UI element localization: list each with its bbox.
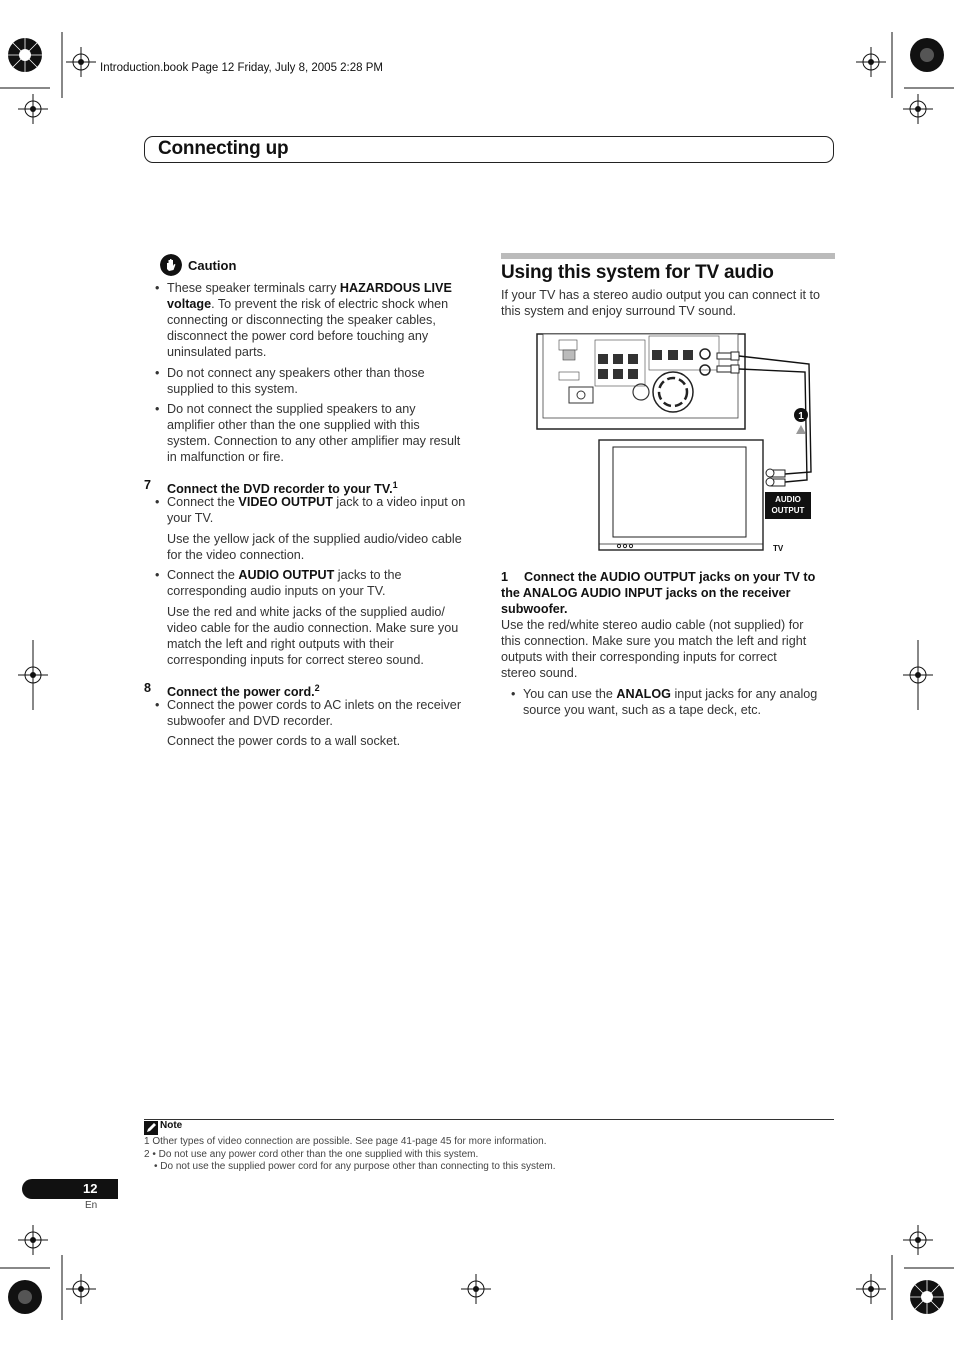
tv-label: TV bbox=[773, 544, 784, 553]
caution-header bbox=[160, 254, 280, 278]
step-7-heading: 7 Connect the DVD recorder to your TV.$^1$ bbox=[144, 478, 398, 497]
section-bar bbox=[501, 253, 835, 259]
step-7-bullet-1: • Connect the VIDEO OUTPUT jack to a video input on your TV. bbox=[155, 495, 466, 525]
step-7-para-1: Use the yellow jack of the supplied audio/video cable for the video connection. bbox=[167, 532, 462, 562]
note-pencil-icon bbox=[144, 1121, 158, 1135]
section-intro: If your TV has a stereo audio output you can connect it to this system and enjoy surround TV sound. bbox=[501, 288, 821, 318]
page-number-tab bbox=[22, 1179, 118, 1199]
footnote-2b: • Do not use the supplied power cord for any purpose other than connecting to this system. bbox=[154, 1161, 556, 1172]
audio-output-text-1: AUDIO bbox=[775, 495, 801, 504]
step-8-bullet-1: • Connect the power cords to AC inlets on the receiver subwoofer and DVD recorder. bbox=[155, 698, 462, 728]
caution-hand-icon bbox=[160, 254, 182, 276]
tv-connection-diagram bbox=[535, 332, 835, 557]
caution-bullet-3: • Do not connect the supplied speakers to any amplifier other than the one supplied with this system. Connection to any other amplifier may result in malfunction or fire. bbox=[155, 402, 461, 464]
step-1-heading: 1 the ANALOG AUDIO INPUT jacks on the receiver subwoofer. Connect the AUDIO OUTPUT jacks on your TV to bbox=[501, 570, 816, 616]
caution-bullet-1: • These speaker terminals carry HAZARDOUS LIVE voltage. To prevent the risk of electric shock when connecting or disconnecting the speaker cables, disconnect the power cord before touching any uninsulated parts. bbox=[155, 281, 452, 359]
footnote-1: 1 Other types of video connection are possible. See page 41-page 45 for more information. bbox=[144, 1136, 547, 1147]
print-header: Introduction.book Page 12 Friday, July 8, 2005 2:28 PM bbox=[100, 62, 383, 74]
arrow-up-icon bbox=[796, 425, 806, 434]
footnote-2a: 2 • Do not use any power cord other than the one supplied with this system. bbox=[144, 1149, 479, 1160]
step-8-heading: 8 Connect the power cord.$^2$ bbox=[144, 681, 320, 700]
rca-plugs-tv bbox=[766, 469, 785, 486]
note-rule bbox=[144, 1119, 834, 1120]
callout-number: 1 bbox=[798, 411, 804, 422]
step-8-para-1: Connect the power cords to a wall socket. bbox=[167, 734, 401, 748]
chapter-title: Connecting up bbox=[158, 138, 289, 159]
step-7-para-2: Use the red and white jacks of the supplied audio/ video cable for the audio connection. Make sure you match the left and right outputs with their corresponding inputs for correct stereo sound. bbox=[167, 605, 459, 667]
receiver-rear-panel bbox=[537, 334, 745, 429]
chapter-banner bbox=[144, 136, 834, 163]
step-7-bullet-2: • Connect the AUDIO OUTPUT jacks to the corresponding audio inputs on your TV. bbox=[155, 568, 402, 598]
caution-bullet-2: • Do not connect any speakers other than those supplied to this system. bbox=[155, 366, 425, 396]
page-number: 12 bbox=[83, 1181, 98, 1196]
step-1-bullet: • You can use the ANALOG input jacks for any analog source you want, such as a tape deck, etc. bbox=[511, 687, 818, 717]
tv-set bbox=[599, 440, 763, 550]
section-title: Using this system for TV audio bbox=[501, 262, 774, 283]
audio-output-text-2: OUTPUT bbox=[771, 506, 805, 515]
note-label: Note bbox=[160, 1120, 183, 1131]
caution-title: Caution bbox=[188, 258, 237, 273]
step-1-para: Use the red/white stereo audio cable (not supplied) for this connection. Make sure you match the left and right outputs with their corresponding inputs for correct stereo sound. bbox=[501, 618, 807, 680]
language-code: En bbox=[85, 1200, 98, 1211]
